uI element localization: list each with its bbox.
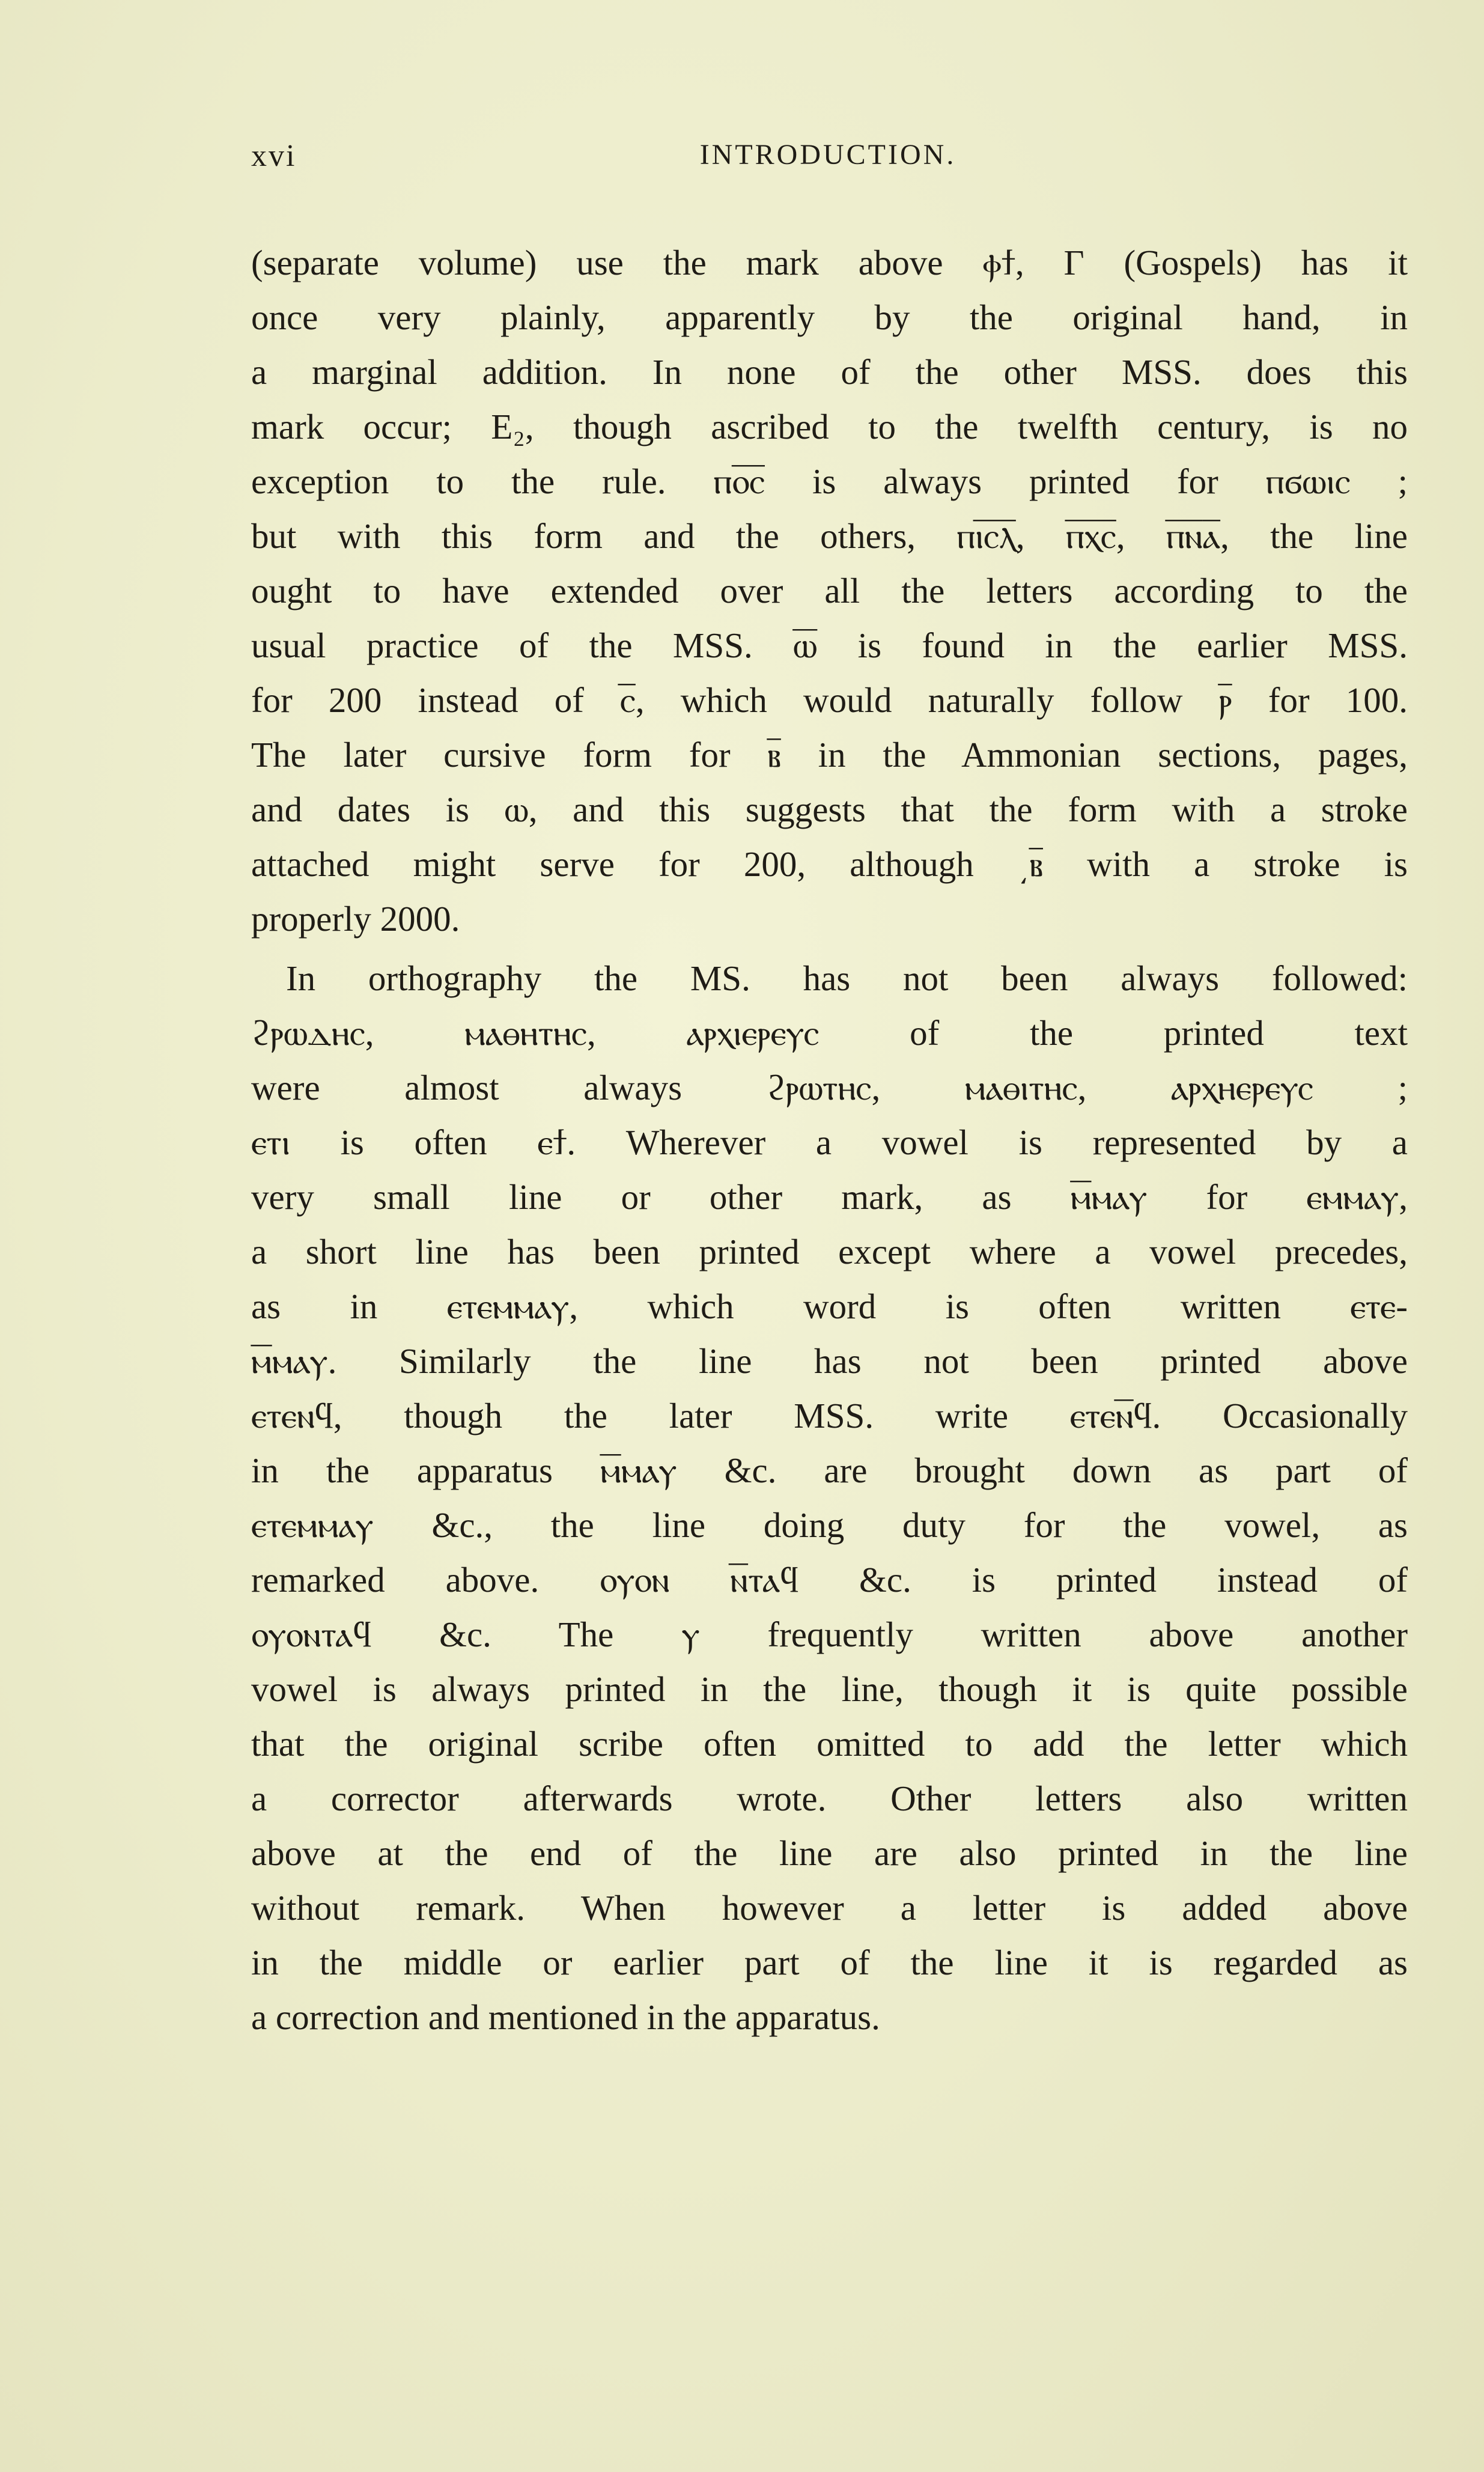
text-line: in the middle or earlier part of the line it is regarded as <box>251 1943 1408 1982</box>
text-line: but with this form and the others, ⲡⲓ̅ⲥ̅ⲗ̅, ⲡ̅ⲭ̅ⲥ̅, ⲡ̅ⲛ̅ⲁ̅, the line <box>251 516 1408 556</box>
text-line: The later cursive form for ⲃ̅ in the Ammonian sections, pages, <box>251 735 1408 775</box>
text-line: and dates is ⲱ, and this suggests that the form with a stroke <box>251 790 1408 829</box>
text-line: above at the end of the line are also printed in the line <box>251 1833 1408 1873</box>
text-line: a marginal addition. In none of the other MSS. does this <box>251 352 1408 392</box>
text-line: were almost always ϩⲣⲱⲧⲏⲥ, ⲙⲁⲑⲓⲧⲏⲥ, ⲁⲣⲭⲏⲉⲣⲉⲩⲥ ; <box>251 1068 1408 1107</box>
text-line: remarked above. ⲟⲩⲟⲛ ⲛ̅ⲧⲁϥ &c. is printed instead of <box>251 1560 1408 1600</box>
text-line: (separate volume) use the mark above ⲫϯ, Γ (Gospels) has it <box>251 243 1408 282</box>
text-line: ⲉⲧⲓ is often ⲉϯ. Wherever a vowel is represented by a <box>251 1122 1408 1162</box>
text-line: very small line or other mark, as ⲙ̅ⲙⲁⲩ for ⲉⲙⲙⲁⲩ, <box>251 1177 1408 1217</box>
text-line: a corrector afterwards wrote. Other letters also written <box>251 1779 1408 1818</box>
text-line: ⲉⲧⲉⲛϥ, though the later MSS. write ⲉⲧⲉⲛ̅ϥ. Occasionally <box>251 1396 1408 1435</box>
text-line: properly 2000. <box>251 899 460 939</box>
paragraph-1 <box>251 236 1408 946</box>
text-line: ⲙ̅ⲙⲁⲩ. Similarly the line has not been printed above <box>251 1341 1408 1381</box>
text-line: vowel is always printed in the line, though it is quite possible <box>251 1669 1408 1709</box>
text-line: that the original scribe often omitted to add the letter which <box>251 1724 1408 1764</box>
text-line: attached might serve for 200, although ͵ⲃ̅ with a stroke is <box>251 844 1408 884</box>
text-line: ϩⲣⲱⲇⲏⲥ, ⲙⲁⲑⲏⲧⲏⲥ, ⲁⲣⲭⲓⲉⲣⲉⲩⲥ of the printed text <box>251 1013 1408 1053</box>
text-line: mark occur; E₂, though ascribed to the twelfth century, is no <box>251 407 1408 446</box>
text-line: in the apparatus ⲙ̅ⲙⲁⲩ &c. are brought down as part of <box>251 1451 1408 1490</box>
text-line: as in ⲉⲧⲉⲙⲙⲁⲩ, which word is often written ⲉⲧⲉ- <box>251 1286 1408 1326</box>
text-line: without remark. When however a letter is added above <box>251 1888 1408 1928</box>
text-line: In orthography the MS. has not been always followed: <box>286 958 1408 998</box>
text-line: ⲟⲩⲟⲛⲧⲁϥ &c. The ⲩ frequently written above another <box>251 1615 1408 1654</box>
text-line: once very plainly, apparently by the original hand, in <box>251 297 1408 337</box>
text-line: a correction and mentioned in the apparatus. <box>251 1997 880 2037</box>
body-text <box>251 236 1408 2045</box>
page-number: xvi <box>251 139 297 173</box>
text-line: usual practice of the MSS. ⲱ̅ is found in the earlier MSS. <box>251 626 1408 665</box>
text-line: exception to the rule. ⲡⲟ̅ⲥ̅ is always printed for ⲡϭⲱⲓⲥ ; <box>251 461 1408 501</box>
paragraph-2 <box>251 951 1408 2045</box>
paragraph-gap <box>251 946 1408 951</box>
page-header <box>251 138 1405 180</box>
text-line: a short line has been printed except where a vowel precedes, <box>251 1232 1408 1271</box>
text-line: ought to have extended over all the letters according to the <box>251 571 1408 610</box>
text-line: for 200 instead of ⲥ̅, which would naturally follow ⲣ̅ for 100. <box>251 680 1408 720</box>
running-head: INTRODUCTION. <box>699 139 956 171</box>
text-line: ⲉⲧⲉⲙⲙⲁⲩ &c., the line doing duty for the vowel, as <box>251 1505 1408 1545</box>
